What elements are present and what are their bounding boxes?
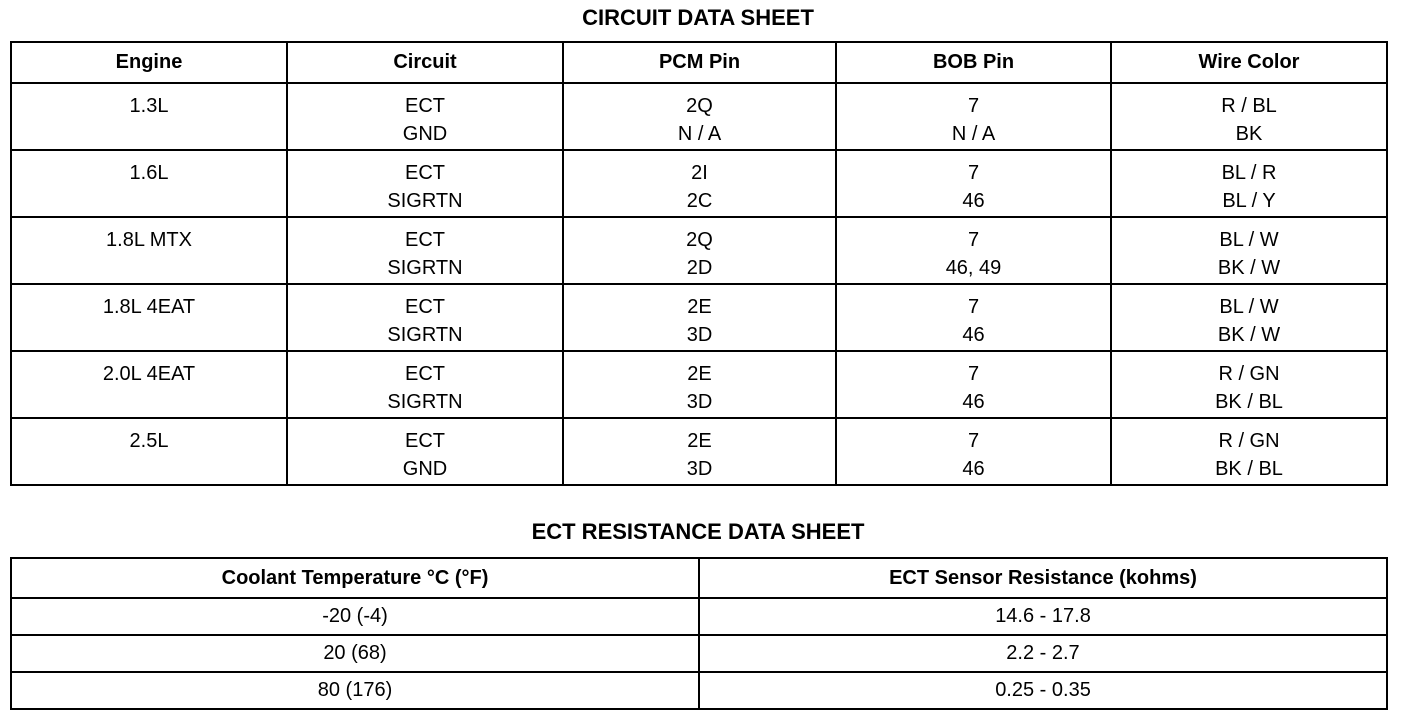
bob-pin-value: N / A bbox=[951, 123, 996, 145]
bob-pin-cell bbox=[836, 418, 1111, 485]
wire-color-value: R / BL bbox=[1221, 95, 1277, 117]
engine-cell bbox=[11, 150, 287, 217]
wire-color-value: BK / BL bbox=[1215, 391, 1283, 413]
bob-pin-value: 46 bbox=[962, 458, 985, 480]
bob-pin-value: 46 bbox=[962, 324, 985, 346]
circuit-cell bbox=[287, 150, 563, 217]
pcm-pin-value: 2E bbox=[687, 363, 712, 385]
wire-color-value: BK bbox=[1235, 123, 1263, 145]
engine-cell bbox=[11, 83, 287, 150]
pcm-pin-value: 3D bbox=[686, 391, 713, 413]
table-row bbox=[11, 284, 1387, 351]
header-engine: Engine bbox=[11, 42, 287, 83]
pcm-pin-cell bbox=[563, 217, 836, 284]
engine-value: 1.6L bbox=[129, 162, 169, 184]
bob-pin-value: 46 bbox=[962, 190, 985, 212]
table-row bbox=[11, 217, 1387, 284]
header-pcm-pin: PCM Pin bbox=[563, 42, 836, 83]
wire-color-value: R / GN bbox=[1218, 430, 1280, 452]
wire-color-value: BK / W bbox=[1217, 324, 1281, 346]
circuit-cell bbox=[287, 284, 563, 351]
wire-color-value: BK / W bbox=[1217, 257, 1281, 279]
circuit-header-row bbox=[11, 42, 1387, 83]
circuit-value: SIGRTN bbox=[387, 190, 463, 212]
circuit-value: ECT bbox=[405, 430, 445, 452]
engine-value: 1.3L bbox=[129, 95, 169, 117]
bob-pin-value: 7 bbox=[967, 430, 980, 452]
engine-value: 1.8L 4EAT bbox=[102, 296, 196, 318]
table-row bbox=[11, 672, 1387, 709]
pcm-pin-value: 2E bbox=[687, 296, 712, 318]
circuit-value: ECT bbox=[405, 296, 445, 318]
ect-resistance-table bbox=[10, 557, 1388, 710]
coolant-temperature-cell: 80 (176) bbox=[11, 672, 699, 709]
table-row bbox=[11, 83, 1387, 150]
circuit-cell bbox=[287, 83, 563, 150]
wire-color-cell bbox=[1111, 284, 1387, 351]
wire-color-cell bbox=[1111, 83, 1387, 150]
engine-cell bbox=[11, 284, 287, 351]
wire-color-value: BL / W bbox=[1219, 229, 1279, 251]
ect-resistance-data-sheet-title: ECT RESISTANCE DATA SHEET bbox=[531, 519, 865, 544]
wire-color-value: BK / BL bbox=[1215, 458, 1283, 480]
pcm-pin-value: 2E bbox=[687, 430, 712, 452]
bob-pin-cell bbox=[836, 351, 1111, 418]
circuit-cell bbox=[287, 418, 563, 485]
pcm-pin-value: 2Q bbox=[686, 229, 713, 251]
bob-pin-cell bbox=[836, 284, 1111, 351]
pcm-pin-cell bbox=[563, 418, 836, 485]
pcm-pin-cell bbox=[563, 83, 836, 150]
circuit-value: ECT bbox=[405, 363, 445, 385]
header-coolant-temperature: Coolant Temperature °C (°F) bbox=[11, 558, 699, 598]
pcm-pin-value: 2C bbox=[686, 190, 713, 212]
pcm-pin-value: 2Q bbox=[686, 95, 713, 117]
bob-pin-value: 7 bbox=[967, 162, 980, 184]
circuit-cell bbox=[287, 351, 563, 418]
bob-pin-value: 46, 49 bbox=[945, 257, 1002, 279]
circuit-data-sheet-title: CIRCUIT DATA SHEET bbox=[582, 5, 814, 30]
wire-color-cell bbox=[1111, 150, 1387, 217]
bob-pin-value: 7 bbox=[967, 229, 980, 251]
sensor-resistance-cell: 2.2 - 2.7 bbox=[699, 635, 1387, 672]
circuit-value: ECT bbox=[405, 229, 445, 251]
bob-pin-cell bbox=[836, 83, 1111, 150]
wire-color-cell bbox=[1111, 217, 1387, 284]
circuit-value: GND bbox=[402, 123, 448, 145]
table-row bbox=[11, 150, 1387, 217]
pcm-pin-value: 3D bbox=[686, 458, 713, 480]
circuit-value: GND bbox=[402, 458, 448, 480]
wire-color-value: R / GN bbox=[1218, 363, 1280, 385]
circuit-value: SIGRTN bbox=[387, 324, 463, 346]
table-row bbox=[11, 418, 1387, 485]
circuit-value: ECT bbox=[405, 162, 445, 184]
coolant-temperature-cell: 20 (68) bbox=[11, 635, 699, 672]
bob-pin-cell bbox=[836, 217, 1111, 284]
engine-value: 2.0L 4EAT bbox=[102, 363, 196, 385]
header-wire-color: Wire Color bbox=[1111, 42, 1387, 83]
engine-value: 2.5L bbox=[129, 430, 169, 452]
header-sensor-resistance: ECT Sensor Resistance (kohms) bbox=[699, 558, 1387, 598]
sensor-resistance-cell: 14.6 - 17.8 bbox=[699, 598, 1387, 635]
header-bob-pin: BOB Pin bbox=[836, 42, 1111, 83]
pcm-pin-value: 2D bbox=[686, 257, 713, 279]
engine-cell bbox=[11, 351, 287, 418]
table-row bbox=[11, 598, 1387, 635]
engine-cell bbox=[11, 217, 287, 284]
coolant-temperature-cell: -20 (-4) bbox=[11, 598, 699, 635]
bob-pin-value: 46 bbox=[962, 391, 985, 413]
wire-color-cell bbox=[1111, 351, 1387, 418]
bob-pin-value: 7 bbox=[967, 95, 980, 117]
wire-color-value: BL / Y bbox=[1222, 190, 1276, 212]
pcm-pin-value: 2I bbox=[691, 162, 708, 184]
bob-pin-value: 7 bbox=[967, 296, 980, 318]
engine-value: 1.8L MTX bbox=[106, 229, 192, 251]
circuit-value: ECT bbox=[405, 95, 445, 117]
circuit-data-table bbox=[10, 41, 1388, 486]
resistance-header-row bbox=[11, 558, 1387, 598]
circuit-cell bbox=[287, 217, 563, 284]
pcm-pin-value: 3D bbox=[686, 324, 713, 346]
circuit-value: SIGRTN bbox=[387, 257, 463, 279]
table-row bbox=[11, 635, 1387, 672]
wire-color-cell bbox=[1111, 418, 1387, 485]
wire-color-value: BL / W bbox=[1219, 296, 1279, 318]
sensor-resistance-cell: 0.25 - 0.35 bbox=[699, 672, 1387, 709]
pcm-pin-value: N / A bbox=[677, 123, 722, 145]
circuit-value: SIGRTN bbox=[387, 391, 463, 413]
table-row bbox=[11, 351, 1387, 418]
bob-pin-cell bbox=[836, 150, 1111, 217]
pcm-pin-cell bbox=[563, 284, 836, 351]
header-circuit: Circuit bbox=[287, 42, 563, 83]
engine-cell bbox=[11, 418, 287, 485]
wire-color-value: BL / R bbox=[1221, 162, 1277, 184]
pcm-pin-cell bbox=[563, 351, 836, 418]
pcm-pin-cell bbox=[563, 150, 836, 217]
bob-pin-value: 7 bbox=[967, 363, 980, 385]
